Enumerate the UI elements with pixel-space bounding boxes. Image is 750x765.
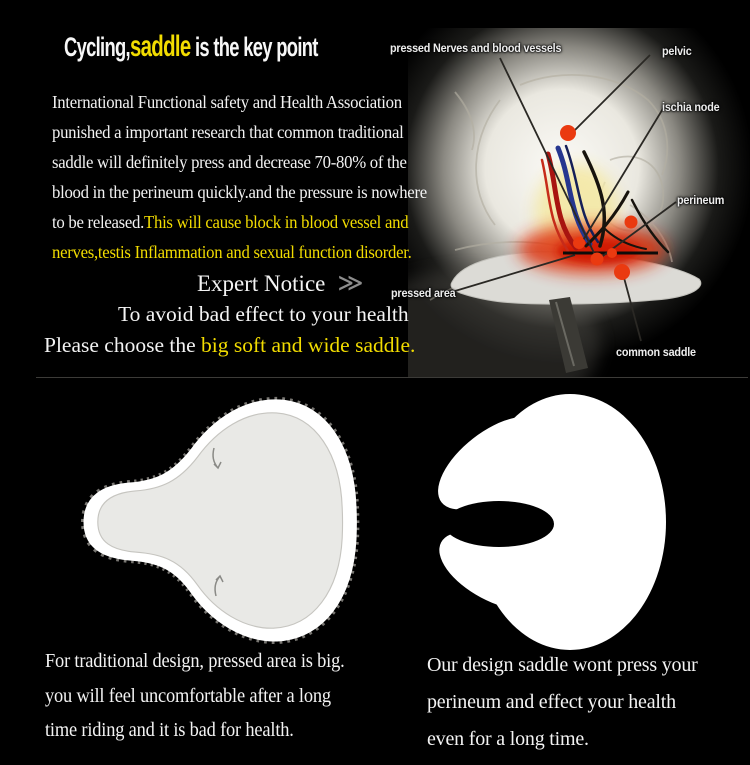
label-pressed-area: pressed area: [391, 286, 456, 300]
intro-line: to be released.This will cause block in blood vessel and: [52, 212, 409, 232]
intro-line: nerves,testis Inflammation and sexual function disorder.: [52, 242, 412, 262]
recommendation-line: Please choose the big soft and wide saddle.: [44, 333, 416, 357]
section-divider: [36, 377, 748, 378]
expert-notice-heading: Expert Notice ≫: [197, 270, 361, 297]
title-white: Cycling,: [64, 32, 130, 62]
page-title: [64, 30, 318, 64]
saddle-cutout: [444, 501, 554, 547]
label-ischia-node: ischia node: [662, 100, 720, 114]
intro-line: blood in the perineum quickly.and the pressure is nowhere: [52, 182, 427, 202]
our-design-caption: Our design saddle wont press your perineum and effect your health even for a long time.: [427, 654, 698, 750]
title-highlight: saddle: [129, 30, 191, 63]
label-common-saddle: common saddle: [616, 345, 696, 359]
traditional-saddle-caption: For traditional design, pressed area is big. you will feel uncomfortable after a long time riding and it is bad for health.: [45, 650, 345, 741]
label-pelvic: pelvic: [662, 44, 692, 58]
traditional-saddle-shape: [90, 406, 350, 635]
saddle-comparison-illustration: [0, 388, 750, 660]
intro-line: International Functional safety and Health Association: [52, 92, 402, 112]
label-perineum: perineum: [677, 193, 725, 207]
label-pressed-nerves: pressed Nerves and blood vessels: [390, 41, 562, 55]
intro-paragraph: [52, 92, 427, 272]
intro-line: punished a important research that common traditional: [52, 122, 404, 142]
title-rest: is the key point: [190, 32, 318, 62]
intro-line: saddle will definitely press and decrease 70-80% of the: [52, 152, 407, 172]
ergonomic-saddle-shape: [422, 394, 666, 650]
double-chevron-icon: ≫: [337, 270, 361, 297]
advice-line: To avoid bad effect to your health: [118, 302, 409, 326]
